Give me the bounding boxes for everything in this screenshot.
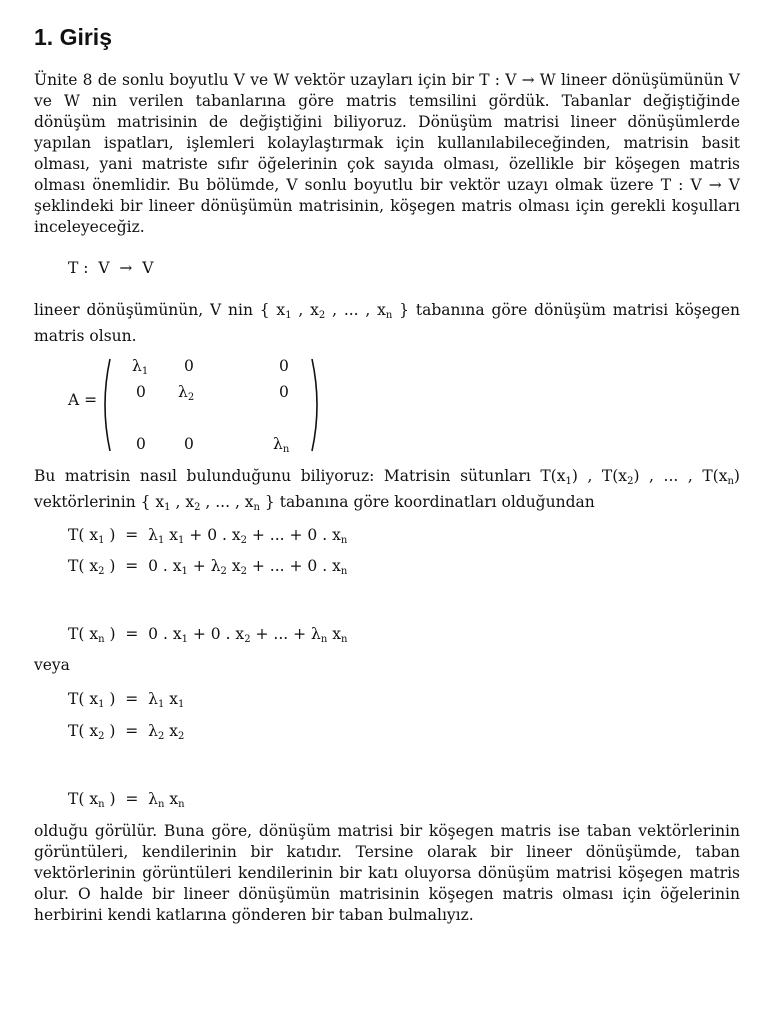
veya-text: veya	[34, 656, 70, 674]
coordinates-paragraph: Bu matrisin nasıl bulunduğunu biliyoruz: Matrisin sütunları $T(x_1)$ , $T(x_2)$ , ... , $T(x_n)$ vektörlerinin { $x_1$ , $x_2$ , ... , $x_n$ } tabanına göre koordinatları olduğundan	[34, 467, 740, 513]
matrix-label: A =	[68, 391, 98, 409]
matrix-cell-1-1: $\lambda_1$	[132, 357, 149, 377]
short-equation-1: T( $x_1$ ) = $\lambda_1$ $x_1$	[68, 690, 185, 710]
short-equation-2: T( $x_2$ ) = $\lambda_2$ $x_2$	[68, 722, 185, 742]
map-definition: T : V → V	[68, 259, 154, 277]
equation-n: T( $x_n$ ) = 0 . $x_1 + 0$ . $x_2$ + ... + $\lambda_n$ $x_n$	[68, 625, 348, 645]
basis-paragraph: lineer dönüşümünün, V nin { $x_1$ , $x_2$ , ... , $x_n$ } tabanına göre dönüşüm matrisi köşegen matris olsun.	[34, 301, 740, 345]
conclusion-paragraph: olduğu görülür. Buna göre, dönüşüm matrisi bir köşegen matris ise taban vektörlerinin görüntüleri, kendilerinin bir katıdır. Tersine olarak bir lineer dönüşümde, taban vektörlerinin görüntüleri kendilerinin bir katı oluyorsa dönüşüm matrisi köşegen matris olur. O halde bir lineer dönüşümün matrisinin köşegen matris olması için öğelerinin herbirini kendi katlarına gönderen bir taban bulmalıyız.	[34, 822, 740, 924]
matrix-cell-1-3: 0	[279, 357, 289, 375]
matrix-cell-1-2: 0	[184, 357, 194, 375]
matrix-cell-3-1: 0	[136, 435, 146, 453]
matrix-cell-2-1: 0	[136, 383, 146, 401]
matrix-cell-3-2: 0	[184, 435, 194, 453]
diagonal-matrix	[68, 355, 328, 455]
intro-paragraph: Ünite 8 de sonlu boyutlu V ve W vektör uzayları için bir T : V → W lineer dönüşümünün V ve W nin verilen tabanlarına göre matris temsilini gördük. Tabanlar değiştiğinde dönüşüm matrisinin de değiştiğini biliyoruz. Dönüşüm matrisi lineer dönüşümlerde yapılan ispatları, işlemleri kolaylaştırmak için kullanılabileceğinden, matrisin basit olması, yani matriste sıfır öğelerinin çok sayıda olması, özellikle bir köşegen matris olması önemlidir. Bu bölümde, V sonlu boyutlu bir vektör uzayı olmak üzere T : V → V şeklindeki bir lineer dönüşümün matrisinin, köşegen matris olması için gerekli koşulları inceleyeceğiz.	[34, 71, 740, 236]
equation-1: T( $x_1$ ) = $\lambda_1$ $x_1 + 0$ . $x_2$ + ... + 0 . $x_n$	[68, 526, 348, 546]
section-heading: 1. Giriş	[34, 24, 112, 50]
matrix-cell-3-3: $\lambda_n$	[273, 435, 290, 455]
matrix-cell-2-3: 0	[279, 383, 289, 401]
short-equation-n: T( $x_n$ ) = $\lambda_n$ $x_n$	[68, 790, 185, 810]
matrix-cell-2-2: $\lambda_2$	[178, 383, 195, 403]
equation-2: T( $x_2$ ) = 0 . $x_1 + \lambda_2$ $x_2$ + ... + 0 . $x_n$	[68, 557, 348, 577]
